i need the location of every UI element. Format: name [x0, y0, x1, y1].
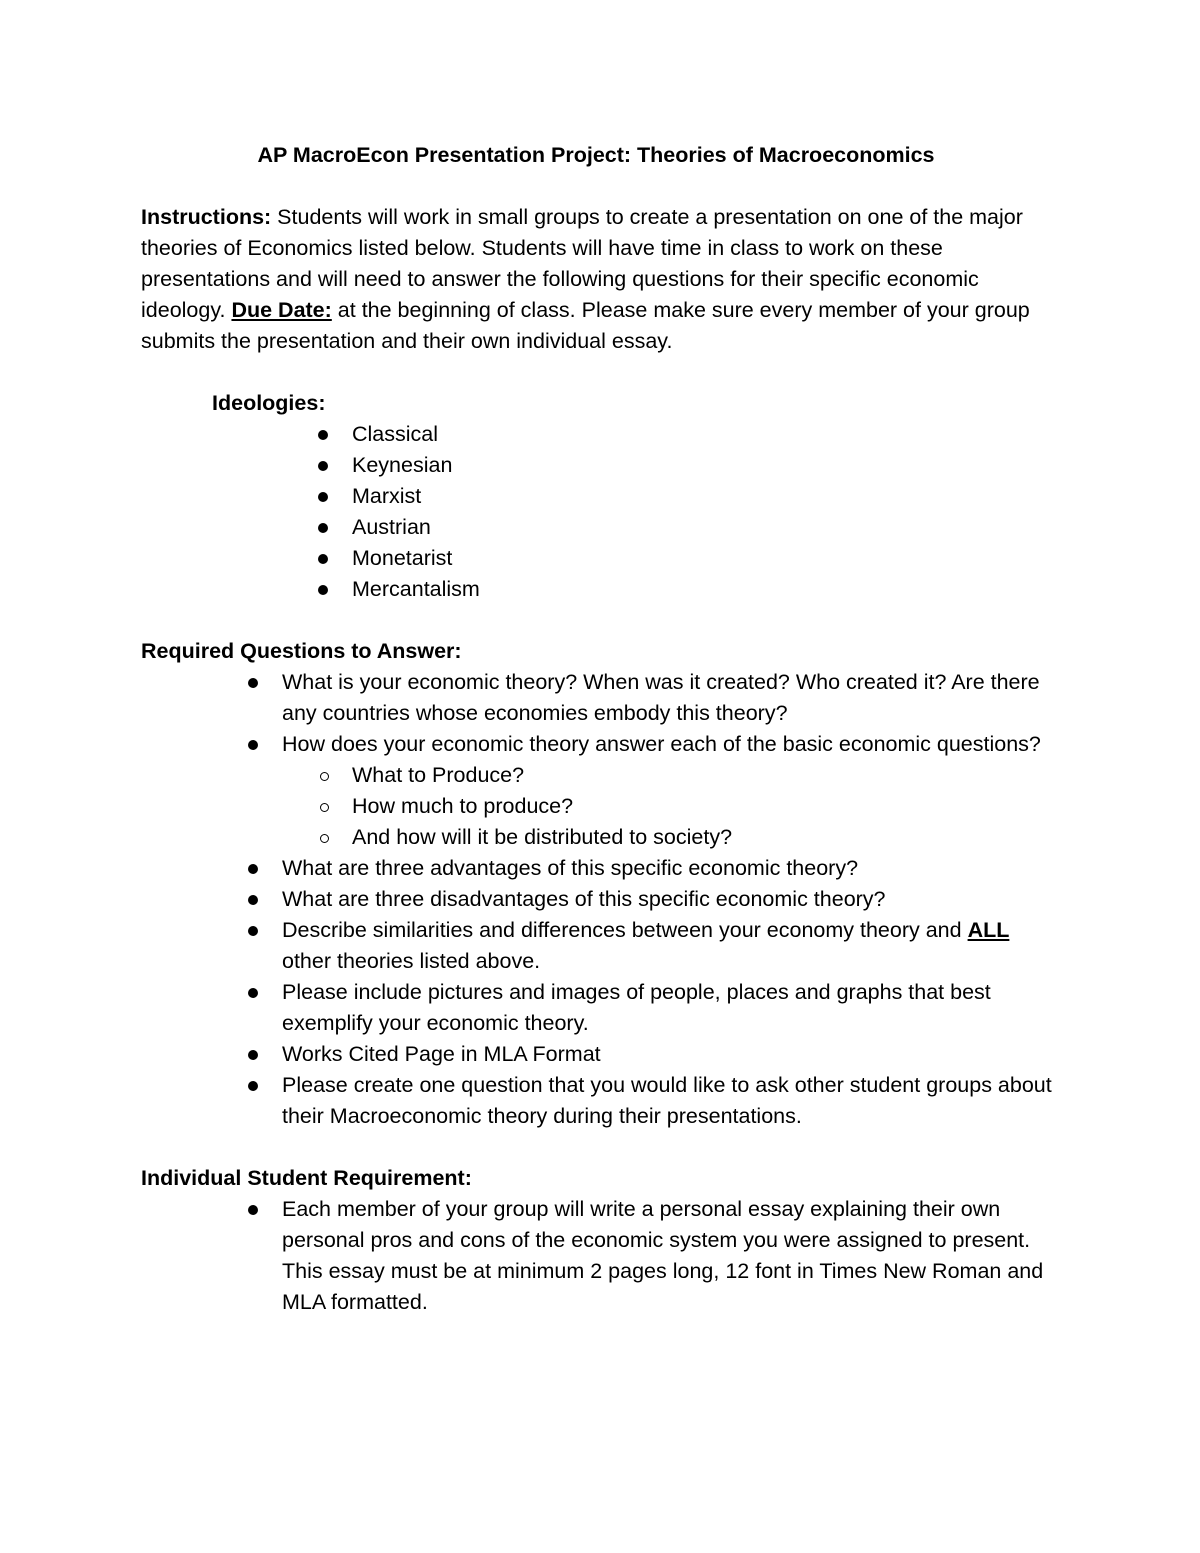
ideology-classical: Classical [352, 422, 439, 446]
list-item [352, 419, 1061, 450]
bullet-icon [318, 492, 328, 502]
bullet-icon [318, 461, 328, 471]
individual-requirement-text: Each member of your group will write a personal essay explaining their own personal pros and cons of the economic system you were assigned to present. This essay must be at minimum 2 pages long, 12 font in Times New Roman and MLA formatted. [282, 1197, 1044, 1314]
document-page [141, 140, 1061, 1318]
list-item [282, 977, 1061, 1039]
hollow-bullet-icon [320, 834, 329, 843]
question-text: Describe similarities and differences between your economy theory and [282, 918, 968, 942]
instructions-text: Students will work in small groups to create a presentation on one of the major theories of Economics listed below. Students will have time in class to work on these presentations and will need to answer the following questions for their specific economic ideology. [141, 205, 1023, 322]
list-item [282, 729, 1061, 853]
list-item [352, 543, 1061, 574]
ideology-keynesian: Keynesian [352, 453, 453, 477]
question-text: Works Cited Page in MLA Format [282, 1042, 601, 1066]
sub-question-text: How much to produce? [352, 794, 574, 818]
bullet-icon [318, 554, 328, 564]
emphasis-all: ALL [967, 918, 1010, 942]
bullet-icon [248, 988, 258, 998]
sub-questions-list [352, 760, 1061, 853]
list-item [352, 512, 1061, 543]
bullet-icon [248, 864, 258, 874]
ideology-mercantalism: Mercantalism [352, 577, 480, 601]
sub-question-text: What to Produce? [352, 763, 525, 787]
question-text: What is your economic theory? When was it created? Who created it? Are there any countries whose economies embody this theory? [282, 670, 1040, 725]
question-text: How does your economic theory answer each of the basic economic questions? [282, 732, 1041, 756]
question-text: What are three disadvantages of this specific economic theory? [282, 887, 886, 911]
ideologies-list [352, 419, 1061, 605]
hollow-bullet-icon [320, 803, 329, 812]
list-item [282, 853, 1061, 884]
bullet-icon [318, 523, 328, 533]
question-text: What are three advantages of this specific economic theory? [282, 856, 859, 880]
bullet-icon [318, 585, 328, 595]
bullet-icon [248, 1081, 258, 1091]
question-text: Please create one question that you would like to ask other student groups about their Macroeconomic theory during their presentations. [282, 1073, 1052, 1128]
list-item [352, 450, 1061, 481]
bullet-icon [248, 1050, 258, 1060]
individual-heading: Individual Student Requirement: [141, 1166, 472, 1190]
question-text-end: other theories listed above. [282, 949, 541, 973]
list-item [282, 884, 1061, 915]
instructions-label: Instructions: [141, 205, 272, 229]
ideology-monetarist: Monetarist [352, 546, 453, 570]
list-item [282, 1070, 1061, 1132]
bullet-icon [318, 430, 328, 440]
instructions-text-end: at the beginning of class. Please make sure every member of your group submits the presentation and their own individual essay. [141, 298, 1030, 353]
questions-list [282, 667, 1061, 1132]
list-item [282, 915, 1061, 977]
page-title: AP MacroEcon Presentation Project: Theories of Macroeconomics [257, 143, 935, 167]
questions-heading: Required Questions to Answer: [141, 639, 462, 663]
bullet-icon [248, 678, 258, 688]
sub-list-item [352, 760, 1061, 791]
sub-list-item [352, 822, 1061, 853]
sub-list-item [352, 791, 1061, 822]
bullet-icon [248, 740, 258, 750]
ideology-marxist: Marxist [352, 484, 422, 508]
sub-question-text: And how will it be distributed to society? [352, 825, 733, 849]
ideology-austrian: Austrian [352, 515, 431, 539]
instructions-paragraph [141, 202, 1061, 357]
list-item [282, 1039, 1061, 1070]
hollow-bullet-icon [320, 772, 329, 781]
list-item [282, 1194, 1061, 1318]
ideologies-heading: Ideologies: [212, 391, 326, 415]
bullet-icon [248, 895, 258, 905]
due-date-label: Due Date: [231, 298, 332, 322]
bullet-icon [248, 1205, 258, 1215]
question-text: Please include pictures and images of people, places and graphs that best exemplify your economic theory. [282, 980, 991, 1035]
bullet-icon [248, 926, 258, 936]
list-item [352, 481, 1061, 512]
individual-list [282, 1194, 1061, 1318]
list-item [352, 574, 1061, 605]
list-item [282, 667, 1061, 729]
